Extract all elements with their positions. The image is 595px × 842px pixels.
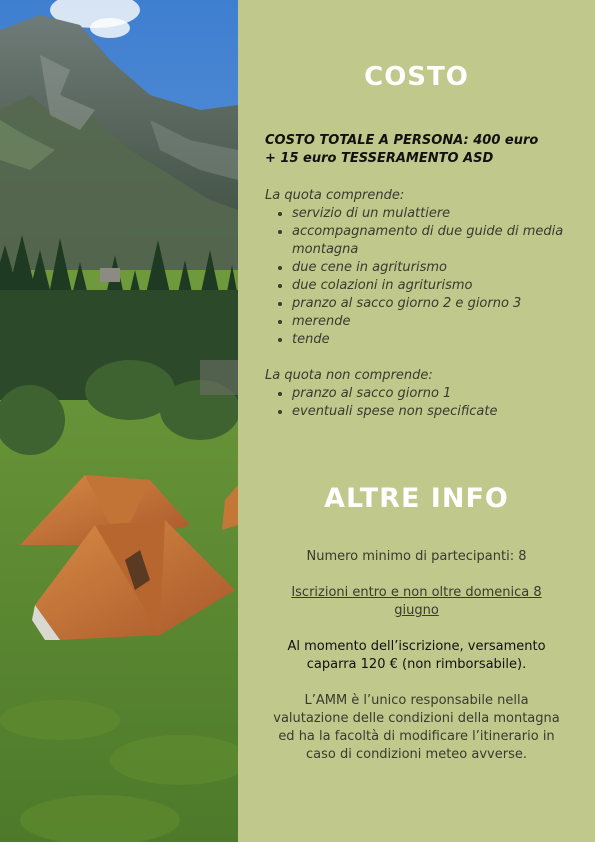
mountain-camp-photo [0, 0, 238, 842]
total-cost-line1: COSTO TOTALE A PERSONA: 400 euro [265, 133, 539, 148]
list-item: due cene in agriturismo [265, 259, 565, 277]
total-cost-line2: + 15 euro TESSERAMENTO ASD [265, 151, 494, 166]
registration-deadline: Iscrizioni entro e non oltre domenica 8 giugno [291, 585, 542, 618]
excludes-intro: La quota non comprende: [265, 368, 433, 383]
list-item: pranzo al sacco giorno 1 [265, 385, 565, 403]
total-cost [265, 132, 565, 168]
cost-heading: COSTO [364, 62, 469, 92]
list-item: servizio di un mulattiere [265, 205, 565, 223]
list-item: tende [265, 331, 565, 349]
list-item: eventuali spese non specificate [265, 403, 565, 421]
responsibility-note: L’AMM è l’unico responsabile nella valutazione delle condizioni della montagna ed ha la facoltà di modificare l’itinerario in caso di condizioni meteo avverse. [273, 693, 560, 762]
info-heading: ALTRE INFO [324, 483, 509, 514]
includes-intro: La quota comprende: [265, 188, 405, 203]
list-item: merende [265, 313, 565, 331]
min-participants: Numero minimo di partecipanti: 8 [306, 549, 527, 564]
includes-list [265, 205, 565, 349]
excludes-list [265, 385, 565, 421]
list-item: accompagnamento di due guide di media montagna [265, 223, 565, 259]
deposit-note: Al momento dell’iscrizione, versamento caparra 120 € (non rimborsabile). [287, 639, 546, 672]
list-item: due colazioni in agriturismo [265, 277, 565, 295]
content-panel [238, 0, 595, 842]
list-item: pranzo al sacco giorno 2 e giorno 3 [265, 295, 565, 313]
